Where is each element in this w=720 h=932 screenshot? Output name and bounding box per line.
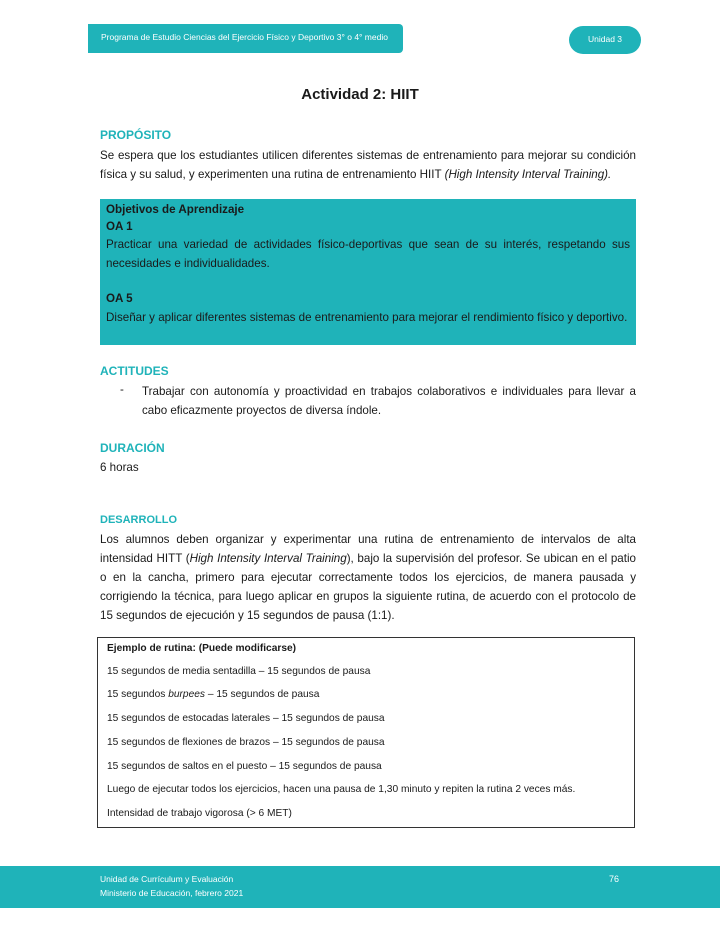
rutina-line-2 [107, 689, 319, 700]
duracion-value: 6 horas [100, 461, 139, 474]
proposito-text-main: Se espera que los estudiantes utilicen diferentes sistemas de entrenamiento para mejorar su condición física y su salud, y experimenten una rutina de entrenamiento HIIT [100, 149, 636, 181]
rutina-line-2c: – 15 segundos de pausa [205, 689, 320, 700]
desarrollo-text [100, 530, 636, 625]
desarrollo-text-1: Los alumnos deben organizar y experimentar una rutina de entrenamiento de intervalos de alta intensidad HITT ( [100, 533, 636, 565]
oa5-label: OA 5 [106, 292, 133, 305]
page-title: Actividad 2: HIIT [301, 86, 419, 103]
rutina-line-7: Intensidad de trabajo vigorosa (> 6 MET) [107, 808, 292, 819]
proposito-text [100, 146, 636, 184]
desarrollo-heading: DESARROLLO [100, 514, 177, 526]
page-number: 76 [609, 874, 620, 884]
oa5-text: Diseñar y aplicar diferentes sistemas de entrenamiento para mejorar el rendimiento físico y deportivo. [106, 311, 628, 324]
rutina-line-1: 15 segundos de media sentadilla – 15 segundos de pausa [107, 666, 371, 677]
oa1-label: OA 1 [106, 220, 133, 233]
objetivos-heading: Objetivos de Aprendizaje [106, 203, 245, 216]
rutina-line-5: 15 segundos de saltos en el puesto – 15 segundos de pausa [107, 761, 382, 772]
duracion-heading: DURACIÓN [100, 441, 165, 455]
actitudes-item: Trabajar con autonomía y proactividad en trabajos colaborativos e individuales para llevar a cabo eficazmente proyectos de diversa índole. [142, 385, 636, 417]
unit-label: Unidad 3 [587, 34, 623, 44]
rutina-line-3: 15 segundos de estocadas laterales – 15 segundos de pausa [107, 713, 385, 724]
footer-line-1: Unidad de Currículum y Evaluación [100, 874, 234, 884]
footer-line-2: Ministerio de Educación, febrero 2021 [100, 888, 244, 898]
objetivos-box [100, 199, 636, 345]
header-bar [88, 24, 403, 53]
rutina-heading: Ejemplo de rutina: (Puede modificarse) [107, 643, 297, 654]
desarrollo-text-2: ), bajo la supervisión del profesor. Se ubican en el patio o en la cancha, primero para ejecutar correctamente todos los ejercicios, de manera pausada y corrigiendo la técnica, para luego aplicar en grupos la siguiente rutina, de acuerdo con el protocolo de 15 segundos de ejecución y 15 segundos de pausa (1:1). [100, 552, 637, 622]
rutina-line-4: 15 segundos de flexiones de brazos – 15 segundos de pausa [107, 737, 385, 748]
rutina-line-2b: burpees [168, 689, 206, 700]
desarrollo-text-italic: High Intensity Interval Training [189, 552, 347, 565]
unit-badge [569, 26, 641, 54]
proposito-heading: PROPÓSITO [100, 128, 172, 142]
program-title: Programa de Estudio Ciencias del Ejercicio Físico y Deportivo 3° o 4° medio [101, 32, 388, 42]
bullet-dash: - [120, 383, 124, 396]
rutina-box [97, 637, 635, 828]
actitudes-heading: ACTITUDES [100, 364, 169, 378]
rutina-line-6: Luego de ejecutar todos los ejercicios, hacen una pausa de 1,30 minuto y repiten la rutina 2 veces más. [107, 784, 576, 795]
oa1-text: Practicar una variedad de actividades físico-deportivas que sean de su interés, respetando sus necesidades e individualidades. [106, 238, 630, 270]
proposito-text-italic: (High Intensity Interval Training). [444, 168, 612, 181]
footer-bar [0, 866, 720, 908]
rutina-line-2a: 15 segundos [107, 689, 169, 700]
